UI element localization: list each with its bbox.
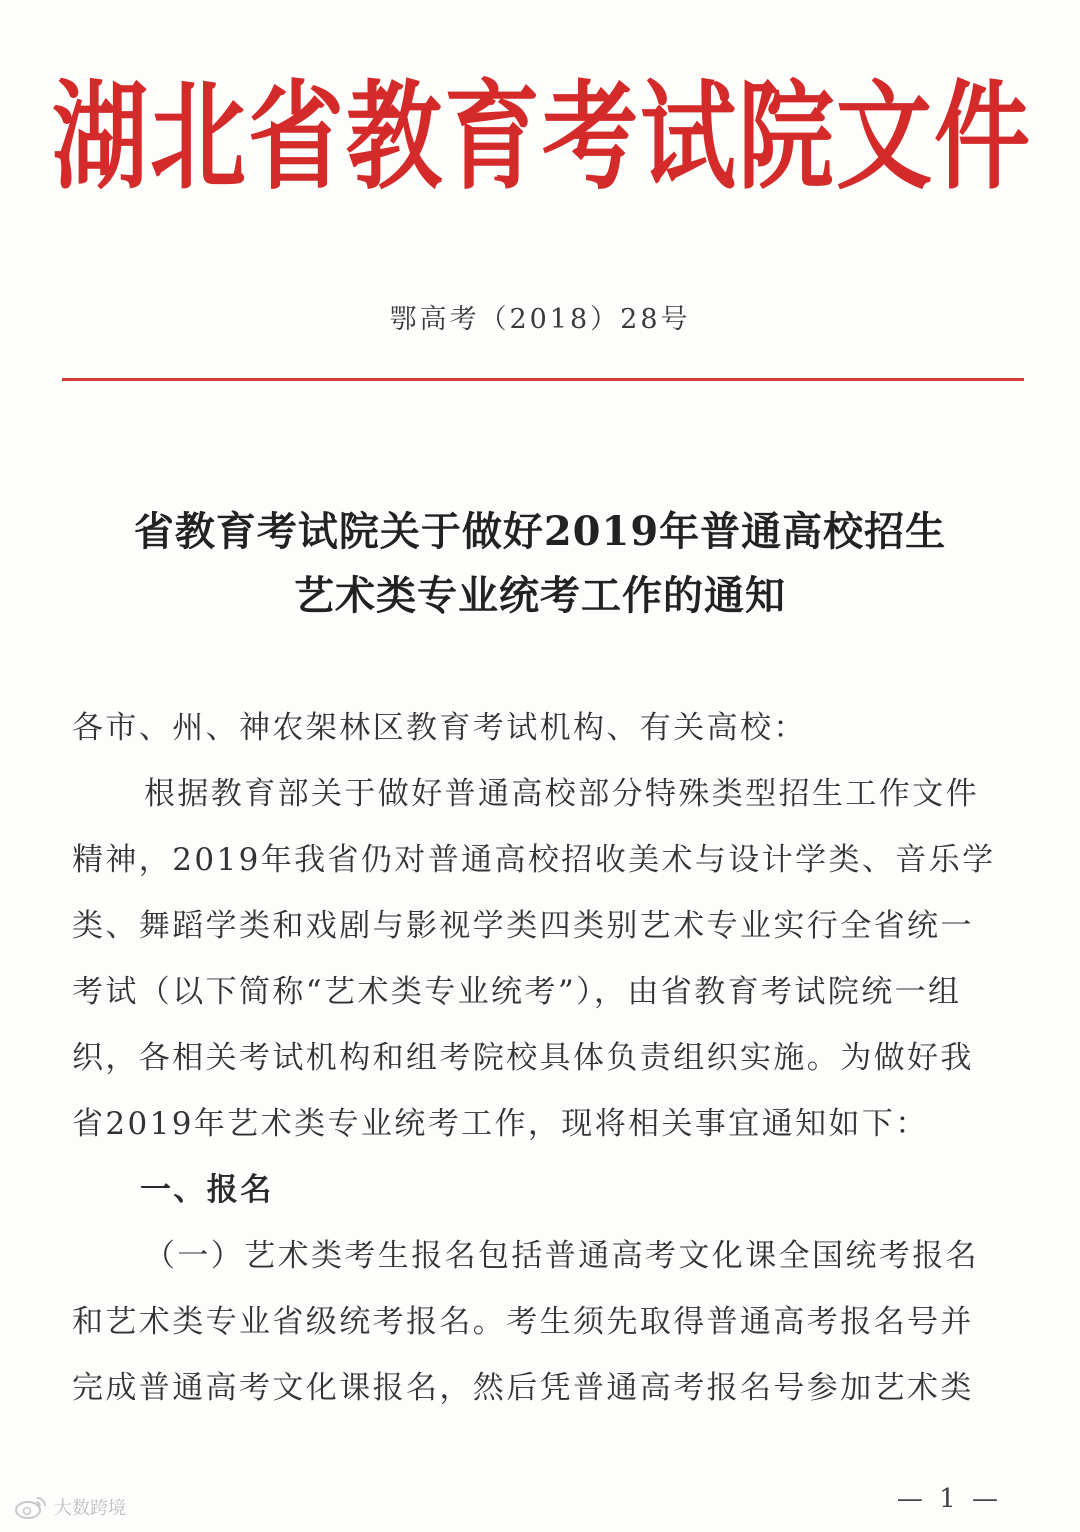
paragraph-1-line-4: 考试（以下简称“艺术类专业统考”），由省教育考试院统一组 xyxy=(72,974,962,1010)
paragraph-1-line-2: 精神，2019年我省仍对普通高校招收美术与设计学类、音乐学 xyxy=(72,842,996,878)
paragraph-1-line-5: 织，各相关考试机构和组考院校具体负责组织实施。为做好我 xyxy=(72,1040,974,1076)
page-number: — 1 — xyxy=(896,1484,1002,1514)
paragraph-1-line-1: 根据教育部关于做好普通高校部分特殊类型招生工作文件 xyxy=(144,776,979,812)
paragraph-2-line-2: 和艺术类专业省级统考报名。考生须先取得普通高考报名号并 xyxy=(72,1304,974,1340)
issuer-header: 湖北省教育考试院文件 xyxy=(52,67,1032,206)
weibo-logo-icon xyxy=(14,1494,48,1520)
section-heading-registration: 一、报名 xyxy=(140,1172,274,1208)
salutation: 各市、州、神农架林区教育考试机构、有关高校： xyxy=(72,710,807,746)
document-number: 鄂高考（2018）28号 xyxy=(389,304,691,335)
watermark-text: 大数跨境 xyxy=(54,1498,126,1519)
paragraph-1-line-6: 省2019年艺术类专业统考工作，现将相关事宜通知如下： xyxy=(72,1106,929,1142)
notice-title xyxy=(0,500,1080,628)
notice-body xyxy=(72,695,1008,1421)
paragraph-2-line-3: 完成普通高考文化课报名，然后凭普通高考报名号参加艺术类 xyxy=(72,1370,974,1406)
paragraph-2-line-1: （一）艺术类考生报名包括普通高考文化课全国统考报名 xyxy=(144,1238,979,1274)
watermark xyxy=(14,1494,126,1520)
paragraph-1-line-3: 类、舞蹈学类和戏剧与影视学类四类别艺术专业实行全省统一 xyxy=(72,908,974,944)
red-divider xyxy=(62,378,1024,381)
notice-title-line-2: 艺术类专业统考工作的通知 xyxy=(294,572,786,619)
notice-title-line-1: 省教育考试院关于做好2019年普通高校招生 xyxy=(133,508,947,555)
